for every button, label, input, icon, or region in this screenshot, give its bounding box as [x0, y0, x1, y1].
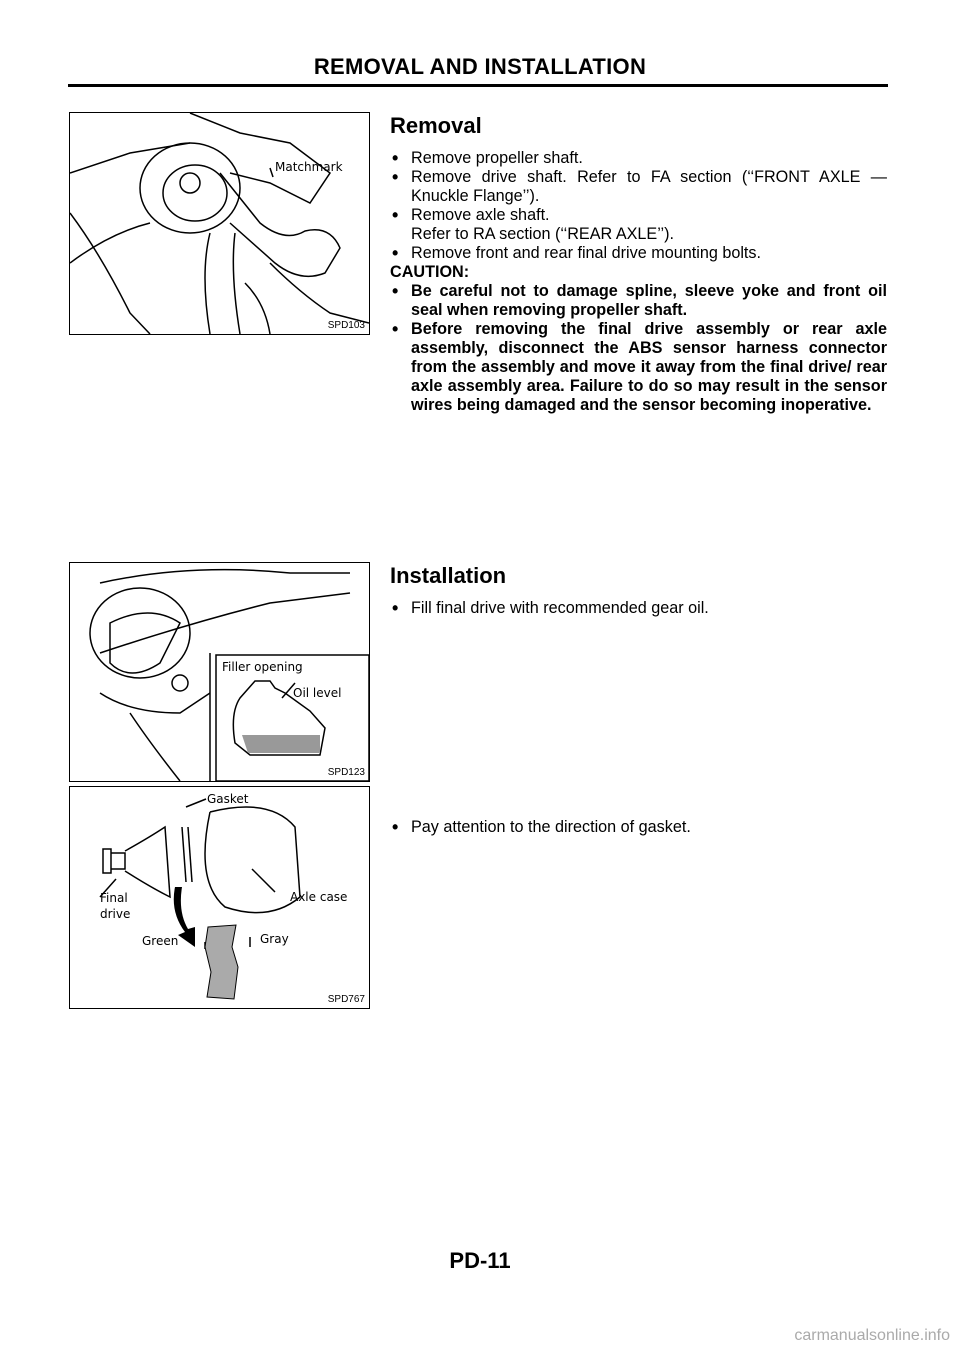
caution-list [390, 282, 887, 415]
list-item: • Remove drive shaft. Refer to FA section (‘‘FRONT AXLE — Knuckle Flange’’). [390, 168, 887, 206]
installation-section [390, 563, 887, 618]
list-item: • Remove axle shaft. Refer to RA section (‘‘REAR AXLE’’). [390, 206, 887, 244]
caution-label: CAUTION: [390, 263, 470, 281]
installation-list-2 [390, 818, 887, 837]
label-green: Green [142, 934, 179, 948]
label-final: Final [100, 891, 128, 905]
list-item: • Fill final drive with recommended gear oil. [390, 599, 887, 618]
installation-heading: Installation [390, 563, 507, 588]
figure-filler-opening [69, 562, 370, 782]
list-item: • Before removing the final drive assembly or rear axle assembly, disconnect the ABS sensor harness connector from the assembly and move it away from the final drive/ rear axle assembly area. Failure to do so may result in the sensor wires being damaged and the sensor becoming inoperative. [390, 320, 887, 415]
removal-heading: Removal [390, 113, 482, 138]
filler-opening-illustration [70, 563, 369, 781]
figure-code: SPD103 [327, 320, 365, 331]
list-item: • Remove front and rear final drive mounting bolts. [390, 244, 887, 263]
label-gray: Gray [260, 932, 289, 946]
figure-code: SPD123 [327, 767, 365, 778]
figure-code: SPD767 [327, 994, 365, 1005]
page-header-title: REMOVAL AND INSTALLATION [313, 54, 647, 79]
header-rule [68, 84, 888, 87]
removal-section [390, 113, 887, 415]
watermark: carmanualsonline.info [794, 1327, 950, 1344]
figure-gasket [69, 786, 370, 1009]
installation-section-2 [390, 818, 887, 837]
label-axle-case: Axle case [290, 890, 348, 904]
label-drive: drive [100, 907, 131, 921]
figure-matchmark [69, 112, 370, 335]
label-gasket: Gasket [207, 792, 249, 806]
installation-list [390, 599, 887, 618]
label-matchmark: Matchmark [275, 160, 343, 174]
gasket-illustration [70, 787, 369, 1008]
list-item: • Remove propeller shaft. [390, 149, 887, 168]
list-item: • Be careful not to damage spline, sleeve yoke and front oil seal when removing propeller shaft. [390, 282, 887, 320]
matchmark-illustration [70, 113, 369, 334]
label-filler-opening: Filler opening [222, 660, 303, 674]
label-oil-level: Oil level [293, 686, 342, 700]
page-number: PD-11 [449, 1248, 511, 1273]
list-item: • Pay attention to the direction of gasket. [390, 818, 887, 837]
removal-list [390, 149, 887, 263]
